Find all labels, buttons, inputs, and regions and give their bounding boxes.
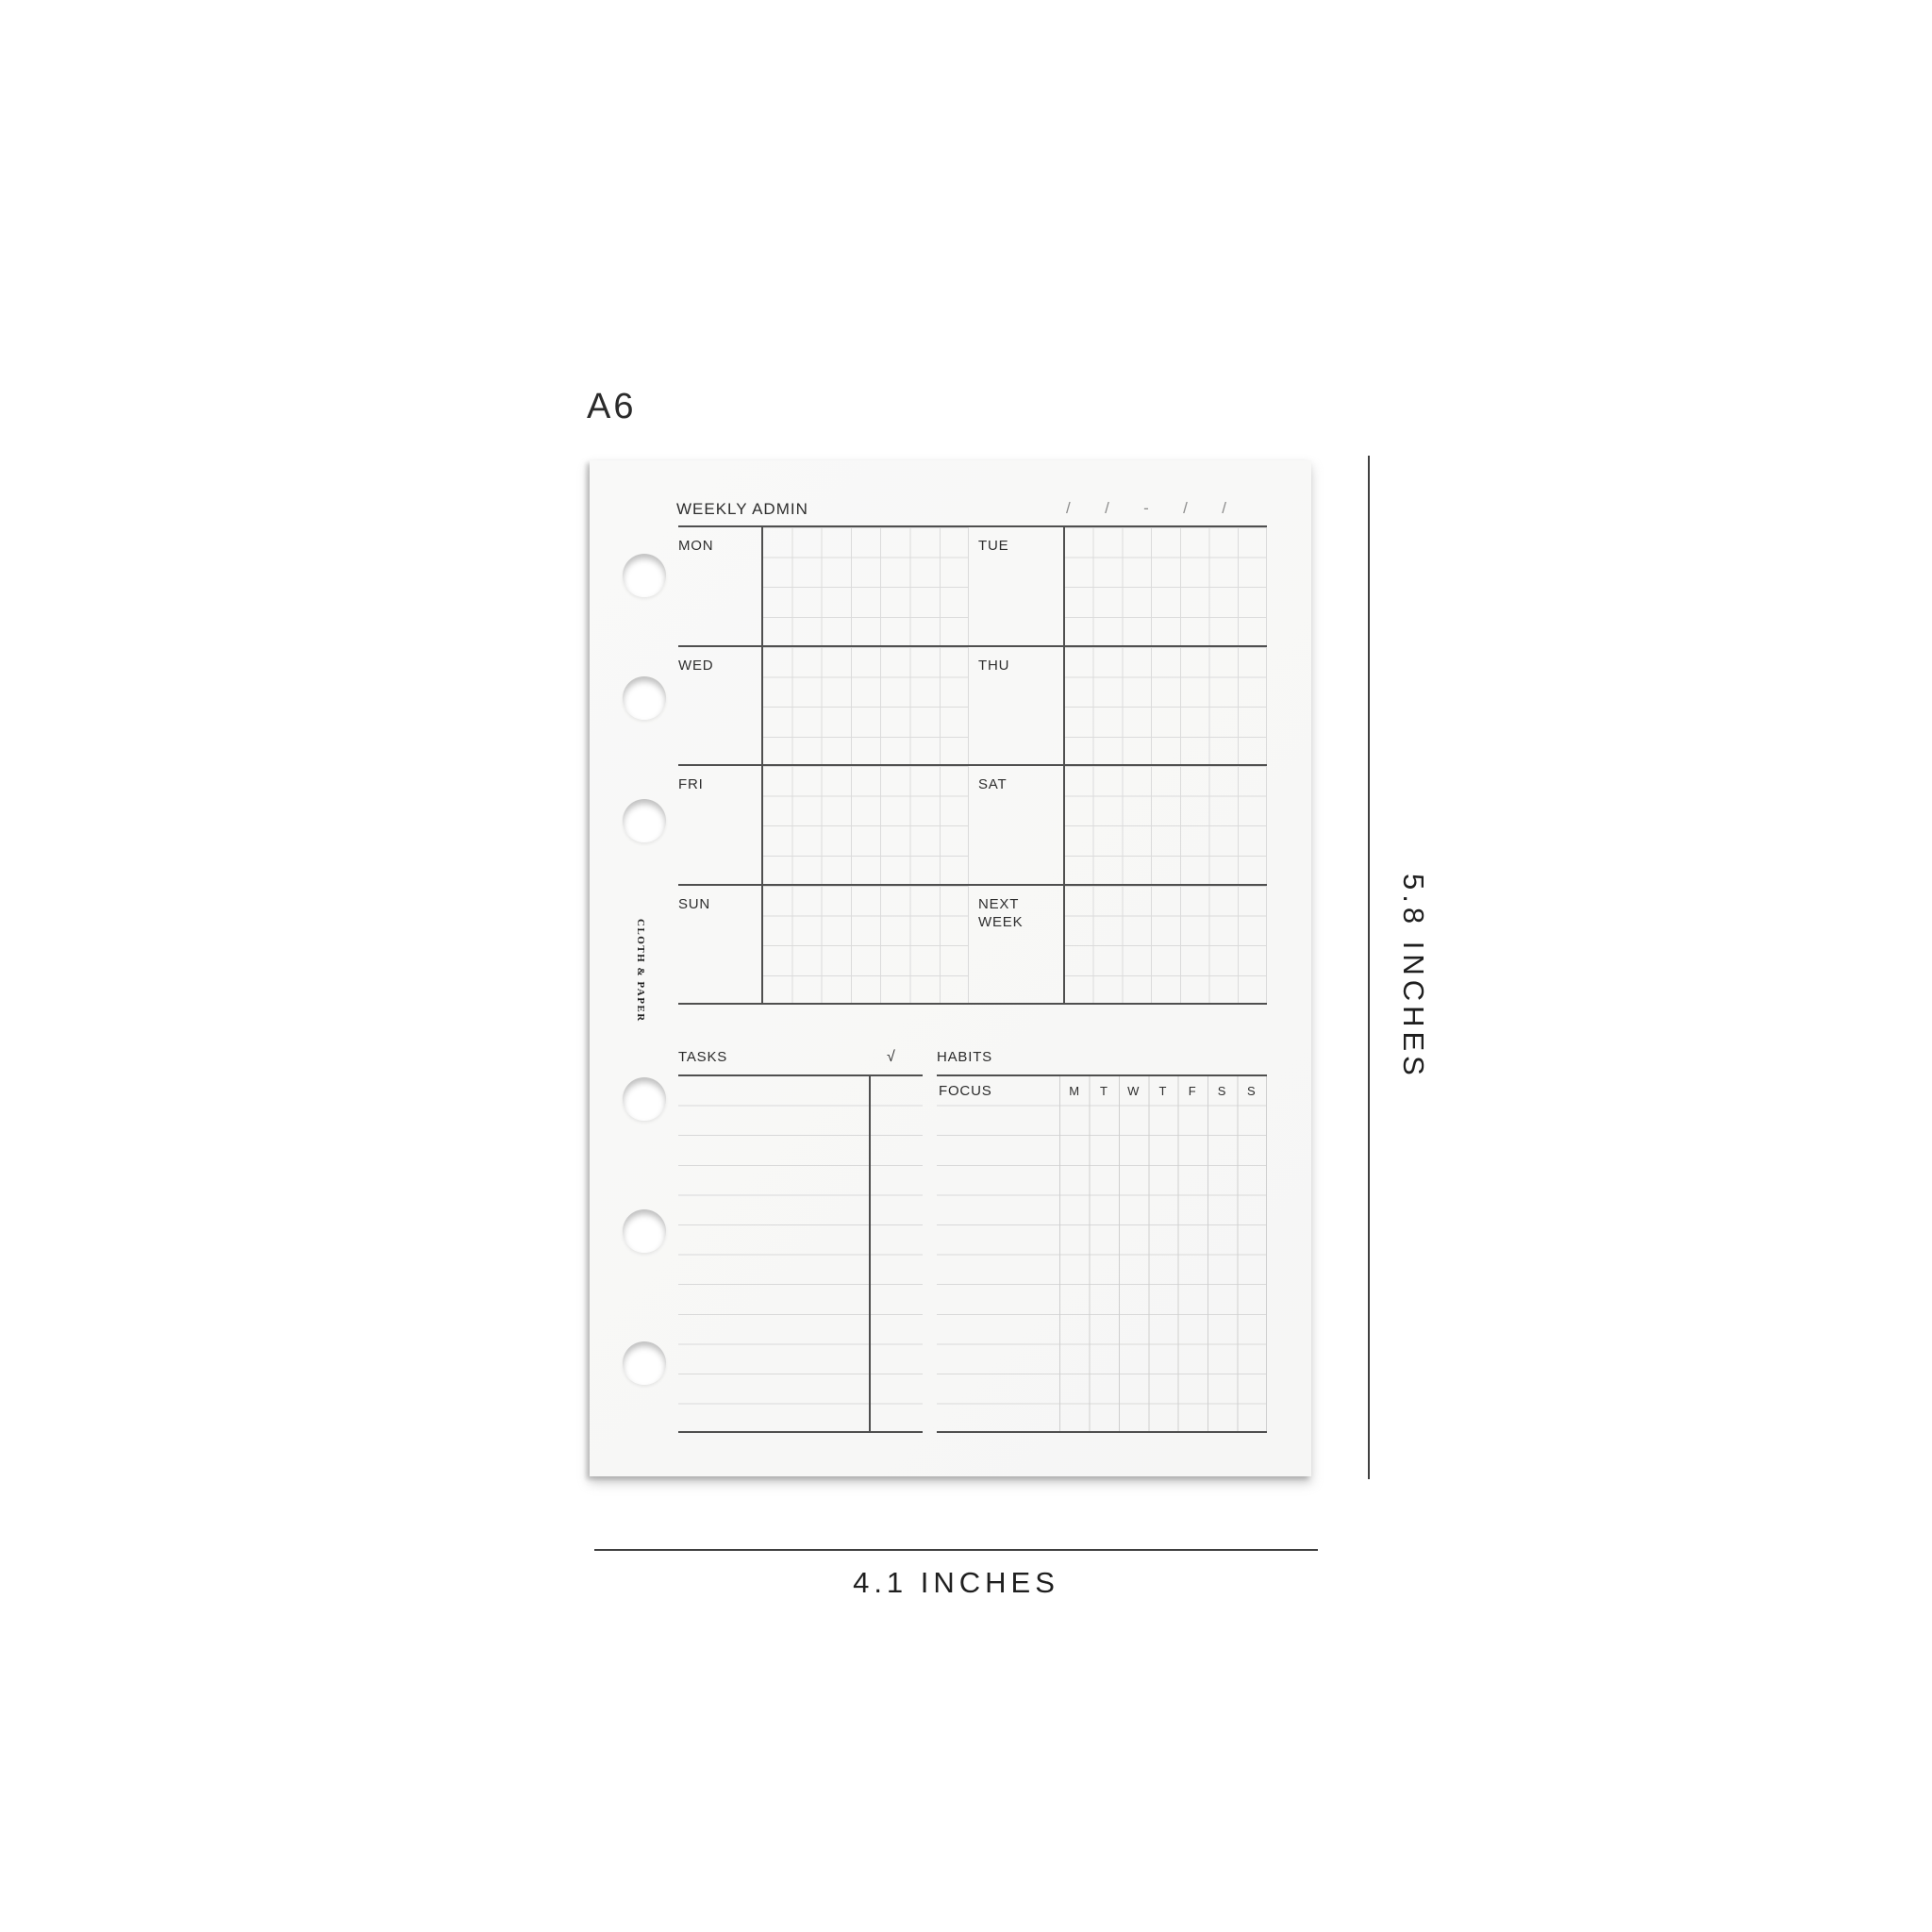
notes-grid xyxy=(1064,766,1267,884)
table-divider-line xyxy=(1063,527,1065,1005)
habit-tracker xyxy=(937,1074,1267,1433)
size-label: A6 xyxy=(587,387,637,426)
punch-hole xyxy=(623,1209,666,1253)
day-label-next-week: NEXT WEEK xyxy=(978,895,1024,930)
height-dimension-line xyxy=(1368,456,1370,1479)
week-row xyxy=(678,527,1267,647)
table-divider-line xyxy=(761,527,763,1005)
tasks-list xyxy=(678,1074,923,1433)
punch-hole xyxy=(623,1341,666,1385)
day-label-fri: FRI xyxy=(678,776,704,792)
habit-day-columns xyxy=(1059,1076,1267,1431)
day-label-tue: TUE xyxy=(978,538,1009,554)
width-dimension-label: 4.1 INCHES xyxy=(853,1566,1059,1599)
tasks-title: TASKS xyxy=(678,1049,728,1065)
planner-page xyxy=(590,460,1311,1476)
notes-grid xyxy=(762,527,969,645)
punch-hole xyxy=(623,676,666,720)
date-slash: / xyxy=(1222,499,1226,517)
focus-label: FOCUS xyxy=(939,1083,992,1099)
day-label-mon: MON xyxy=(678,538,714,554)
punch-hole xyxy=(623,799,666,842)
day-letter-s: S xyxy=(1217,1084,1226,1098)
day-letter-t: T xyxy=(1099,1084,1108,1098)
week-row xyxy=(678,647,1267,767)
week-row xyxy=(678,886,1267,1006)
checkmark-symbol: √ xyxy=(887,1049,895,1065)
date-slash: / xyxy=(1066,499,1071,517)
notes-grid xyxy=(1064,647,1267,765)
day-letter-f: F xyxy=(1188,1084,1196,1098)
day-letter-w: W xyxy=(1127,1084,1140,1098)
day-label-thu: THU xyxy=(978,657,1010,674)
tasks-check-divider xyxy=(869,1076,871,1431)
notes-grid xyxy=(1064,886,1267,1004)
day-letter-s2: S xyxy=(1246,1084,1256,1098)
weekly-grid xyxy=(678,525,1267,1005)
day-letter-t2: T xyxy=(1158,1084,1167,1098)
notes-grid xyxy=(762,647,969,765)
notes-grid xyxy=(762,886,969,1004)
habit-day-letters xyxy=(1059,1076,1266,1106)
day-label-wed: WED xyxy=(678,657,714,674)
notes-grid xyxy=(762,766,969,884)
date-field xyxy=(1066,499,1226,518)
date-slash: / xyxy=(1183,499,1188,517)
day-label-sun: SUN xyxy=(678,895,711,912)
punch-hole xyxy=(623,554,666,597)
brand-vertical-text: CLOTH & PAPER xyxy=(635,919,646,1023)
notes-grid xyxy=(1064,527,1267,645)
habits-title: HABITS xyxy=(937,1049,992,1065)
punch-hole xyxy=(623,1077,666,1121)
week-row xyxy=(678,766,1267,886)
day-label-sat: SAT xyxy=(978,776,1008,792)
date-slash: / xyxy=(1105,499,1109,517)
day-letter-m: M xyxy=(1069,1084,1080,1098)
width-dimension-line xyxy=(594,1549,1318,1551)
height-dimension-label: 5.8 INCHES xyxy=(1397,874,1430,1080)
page-title: WEEKLY ADMIN xyxy=(676,500,808,518)
date-dash: - xyxy=(1143,499,1149,517)
